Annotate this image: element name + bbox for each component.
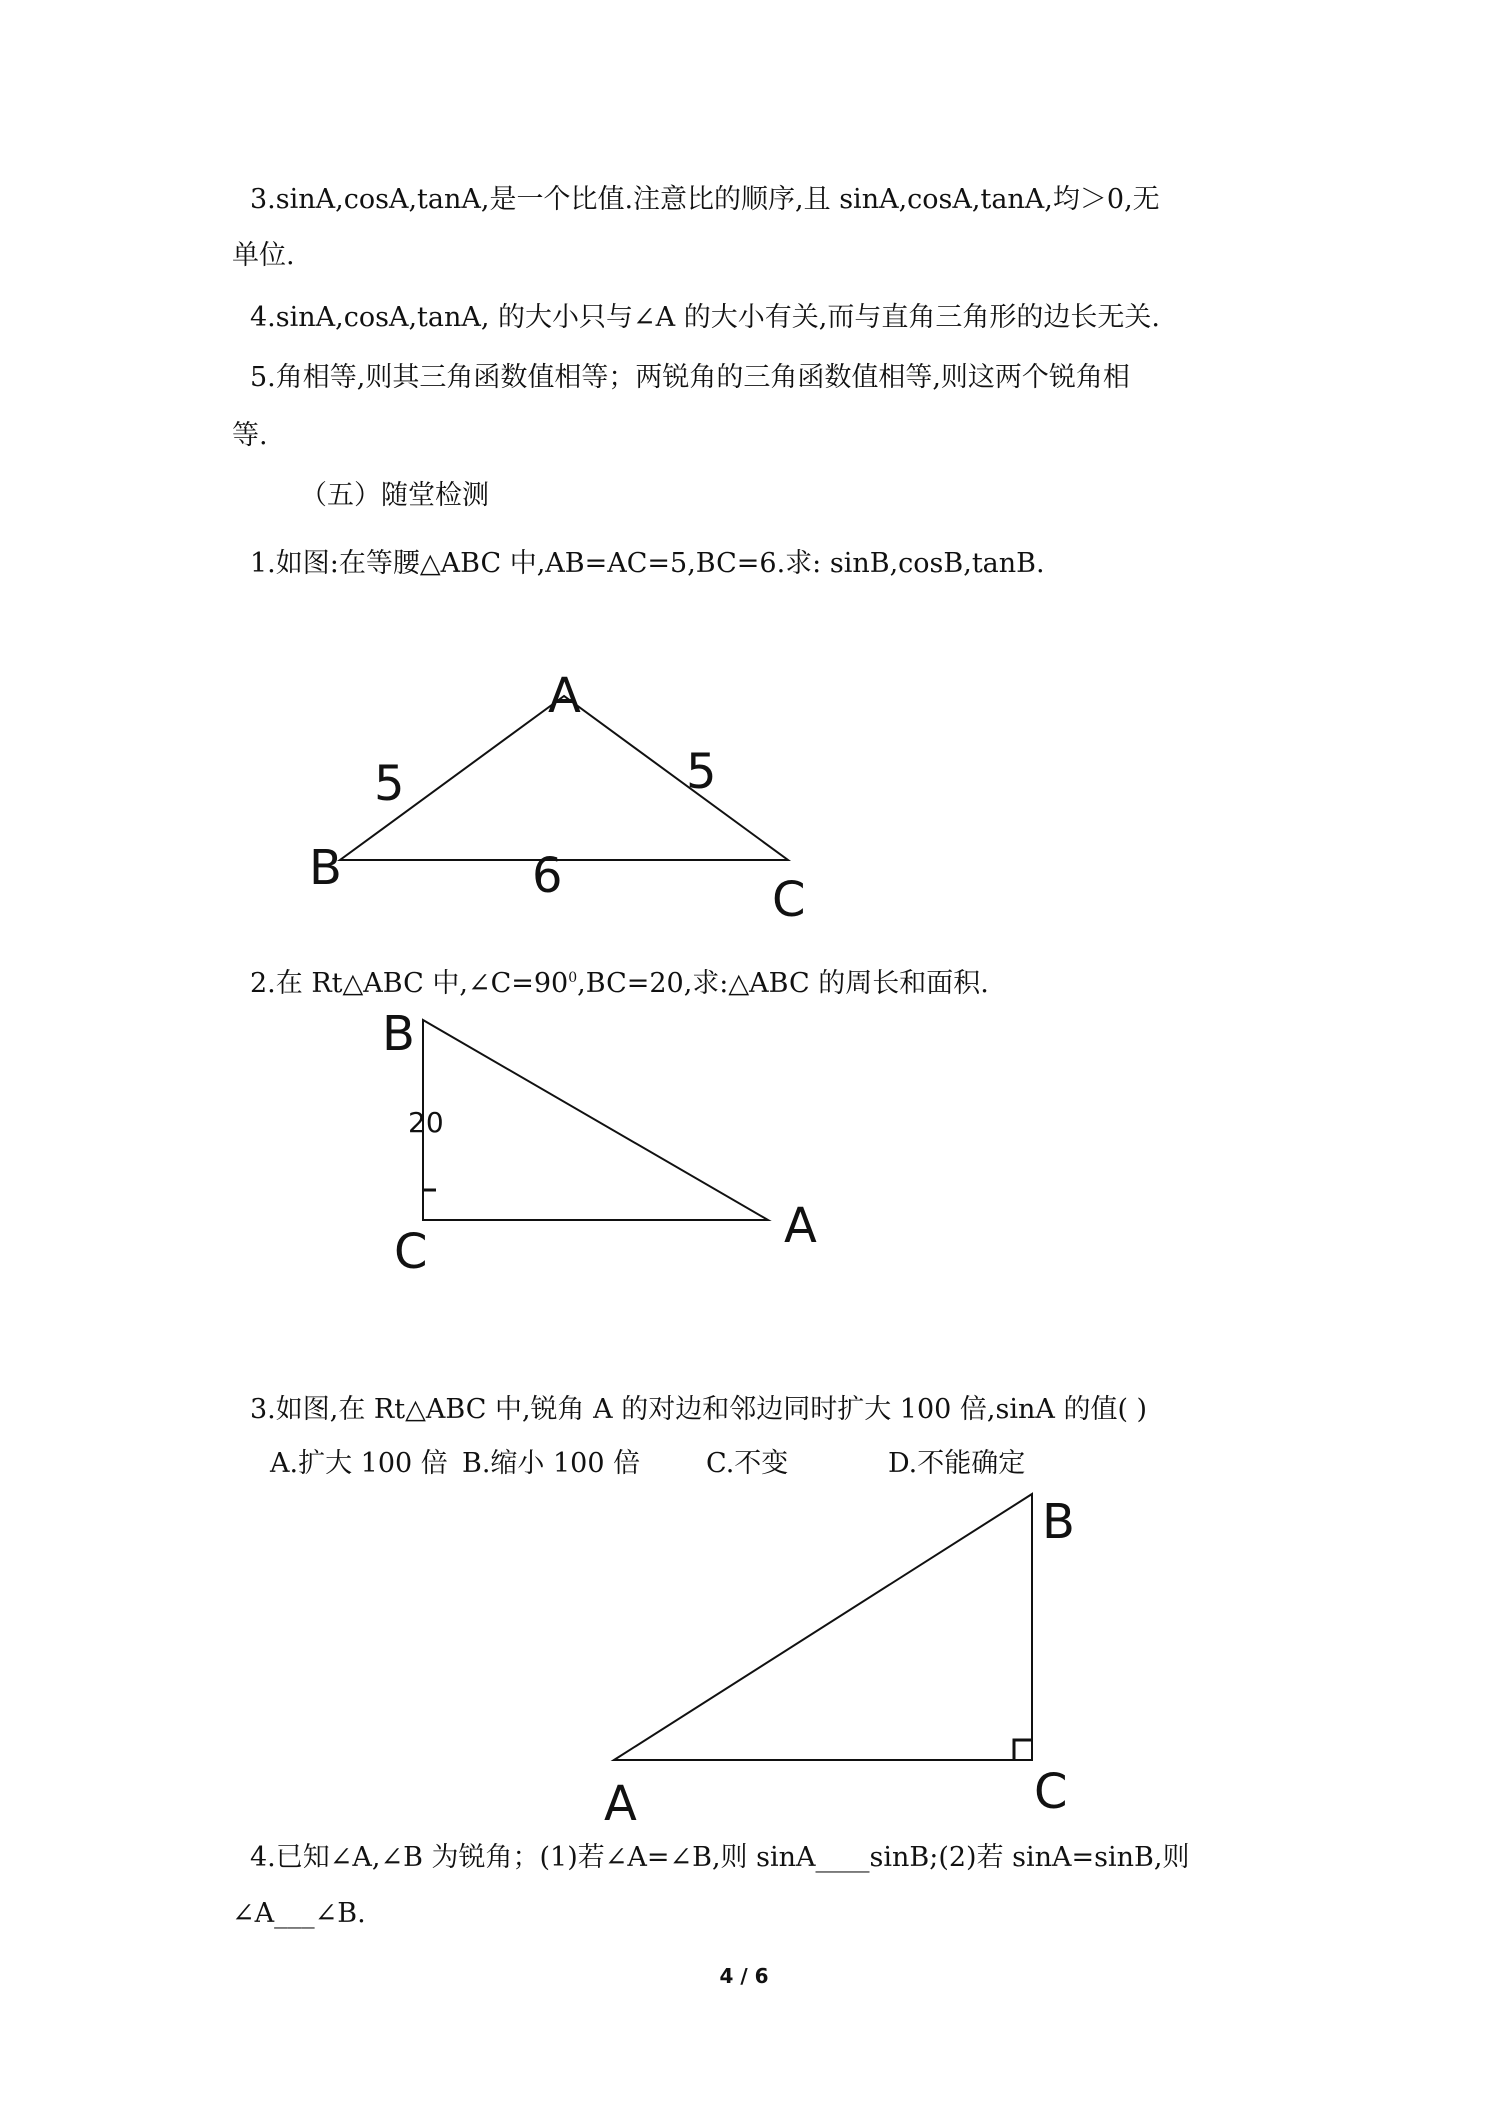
- question-3: 3.如图,在 Rt△ABC 中,锐角 A 的对边和邻边同时扩大 100 倍,sinA 的值( ): [250, 1394, 1148, 1425]
- side-bc-label: 6: [532, 848, 563, 904]
- triangle-abc-3: [614, 1494, 1032, 1760]
- right-angle-mark: [1014, 1740, 1032, 1760]
- vertex-c-label: C: [1034, 1764, 1068, 1820]
- note-4: 4.sinA,cosA,tanA, 的大小只与∠A 的大小有关,而与直角三角形的边长无关.: [250, 302, 1160, 333]
- vertex-a-label: A: [548, 668, 581, 724]
- vertex-a-label: A: [784, 1198, 817, 1254]
- vertex-b-label: B: [309, 840, 342, 896]
- question-2-text-a: 2.在 Rt△ABC 中,∠C=90: [250, 968, 569, 999]
- side-ac-label: 5: [686, 744, 717, 800]
- note-3-line-2: 单位.: [232, 240, 295, 271]
- vertex-a-label: A: [604, 1776, 637, 1832]
- vertex-b-label: B: [1042, 1494, 1075, 1550]
- vertex-b-label: B: [382, 1006, 415, 1062]
- option-a: A.扩大 100 倍: [270, 1448, 448, 1479]
- question-1: 1.如图:在等腰△ABC 中,AB=AC=5,BC=6.求: sinB,cosB,tanB.: [250, 548, 1045, 579]
- note-5-line-2: 等.: [232, 420, 268, 451]
- note-3-line-1: 3.sinA,cosA,tanA,是一个比值.注意比的顺序,且 sinA,cosA,tanA,均＞0,无: [250, 184, 1160, 215]
- side-ab-label: 5: [374, 756, 405, 812]
- page-number: 4 / 6: [719, 1964, 769, 1988]
- note-5-line-1: 5.角相等,则其三角函数值相等；两锐角的三角函数值相等,则这两个锐角相: [250, 362, 1130, 393]
- question-4-line-1: 4.已知∠A,∠B 为锐角；(1)若∠A=∠B,则 sinA____sinB;(2)若 sinA=sinB,则: [250, 1842, 1190, 1873]
- vertex-c-label: C: [772, 872, 806, 928]
- option-d: D.不能确定: [888, 1448, 1026, 1479]
- vertex-c-label: C: [394, 1224, 428, 1280]
- section-title: （五）随堂检测: [300, 480, 489, 511]
- option-c: C.不变: [706, 1448, 789, 1479]
- question-2-degree: 0: [568, 970, 578, 986]
- question-2-text-b: ,BC=20,求:△ABC 的周长和面积.: [577, 968, 989, 999]
- side-bc-label: 20: [408, 1106, 444, 1139]
- option-b: B.缩小 100 倍: [462, 1448, 641, 1479]
- question-4-line-2: ∠A___∠B.: [232, 1898, 366, 1929]
